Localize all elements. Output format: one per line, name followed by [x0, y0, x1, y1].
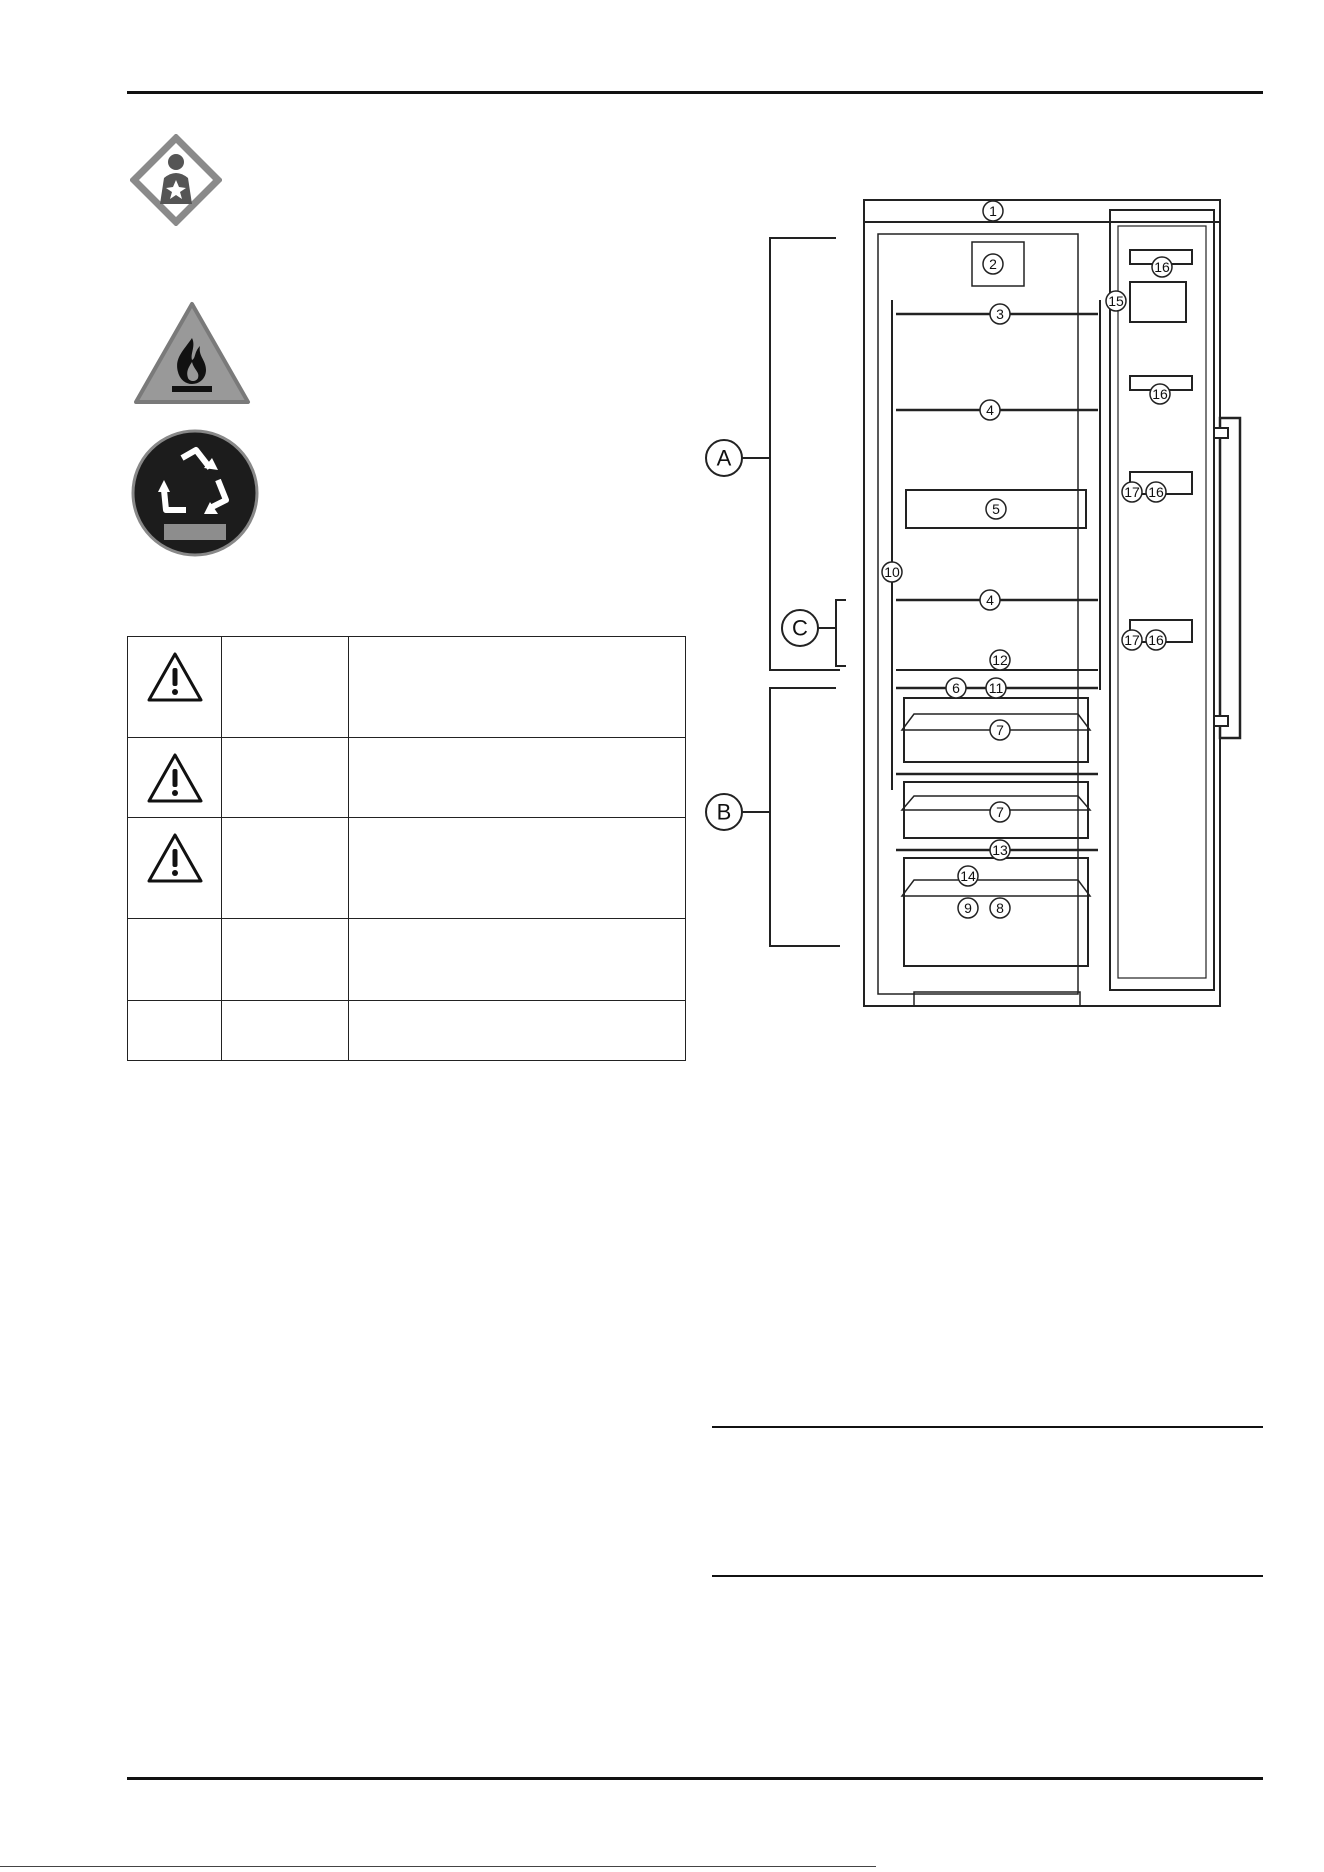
recycling-icon — [130, 428, 260, 563]
table-row — [128, 637, 686, 738]
callout-16b: 16 — [1152, 386, 1168, 402]
table-row — [128, 919, 686, 1001]
symbol-cell — [128, 818, 222, 919]
group-label-b — [706, 794, 742, 830]
callout-14: 14 — [960, 868, 976, 884]
appliance-diagram — [700, 190, 1260, 1035]
signal-word-cell — [222, 1001, 349, 1061]
symbol-cell — [128, 637, 222, 738]
callout-7b: 7 — [996, 804, 1004, 820]
callout-9: 9 — [964, 900, 972, 916]
section-rule-bottom — [712, 1575, 1263, 1577]
footer-rule — [127, 1777, 1263, 1780]
bracket-a — [770, 238, 840, 670]
warning-triangle-icon — [146, 832, 204, 884]
callout-7: 7 — [996, 722, 1004, 738]
description-cell — [349, 738, 686, 818]
callout-4: 4 — [986, 402, 994, 418]
door-handle — [1220, 418, 1240, 738]
svg-text:C: C — [792, 615, 808, 641]
callout-8: 8 — [996, 900, 1004, 916]
header-rule — [127, 91, 1263, 94]
symbol-cell — [128, 738, 222, 818]
health-hazard-icon — [130, 134, 222, 231]
description-cell — [349, 919, 686, 1001]
description-cell — [349, 1001, 686, 1061]
callout-2: 2 — [989, 256, 997, 272]
callout-13: 13 — [992, 842, 1008, 858]
description-cell — [349, 818, 686, 919]
svg-text:B: B — [716, 799, 732, 825]
callout-1: 1 — [989, 203, 997, 219]
callout-16c: 16 — [1148, 484, 1164, 500]
door-outline — [1110, 210, 1214, 990]
callout-6: 6 — [952, 680, 960, 696]
footer-thin-rule — [0, 1866, 876, 1867]
bracket-b — [770, 688, 840, 946]
callout-16d: 16 — [1148, 632, 1164, 648]
callout-5: 5 — [992, 501, 1000, 517]
group-label-c — [782, 610, 818, 646]
signal-word-cell — [222, 738, 349, 818]
section-rule-top — [712, 1426, 1263, 1428]
warning-triangle-icon — [146, 651, 204, 703]
callout-3: 3 — [996, 306, 1004, 322]
callout-10: 10 — [884, 564, 900, 580]
signal-word-cell — [222, 919, 349, 1001]
flammable-icon — [130, 298, 254, 413]
callout-4b: 4 — [986, 592, 994, 608]
symbol-cell — [128, 919, 222, 1001]
description-cell — [349, 637, 686, 738]
table-row — [128, 1001, 686, 1061]
bracket-c — [836, 600, 846, 666]
cabinet-outline — [864, 200, 1220, 1006]
callout-11: 11 — [988, 680, 1004, 696]
warning-table — [127, 636, 686, 1061]
callout-17b: 17 — [1124, 632, 1140, 648]
callout-15: 15 — [1108, 293, 1124, 309]
signal-word-cell — [222, 637, 349, 738]
table-row — [128, 818, 686, 919]
symbol-cell — [128, 1001, 222, 1061]
signal-word-cell — [222, 818, 349, 919]
table-row — [128, 738, 686, 818]
group-label-a — [706, 440, 742, 476]
callout-17a: 17 — [1124, 484, 1140, 500]
callout-12: 12 — [992, 652, 1008, 668]
warning-triangle-icon — [146, 752, 204, 804]
callout-16a: 16 — [1154, 259, 1170, 275]
svg-text:A: A — [716, 445, 732, 471]
